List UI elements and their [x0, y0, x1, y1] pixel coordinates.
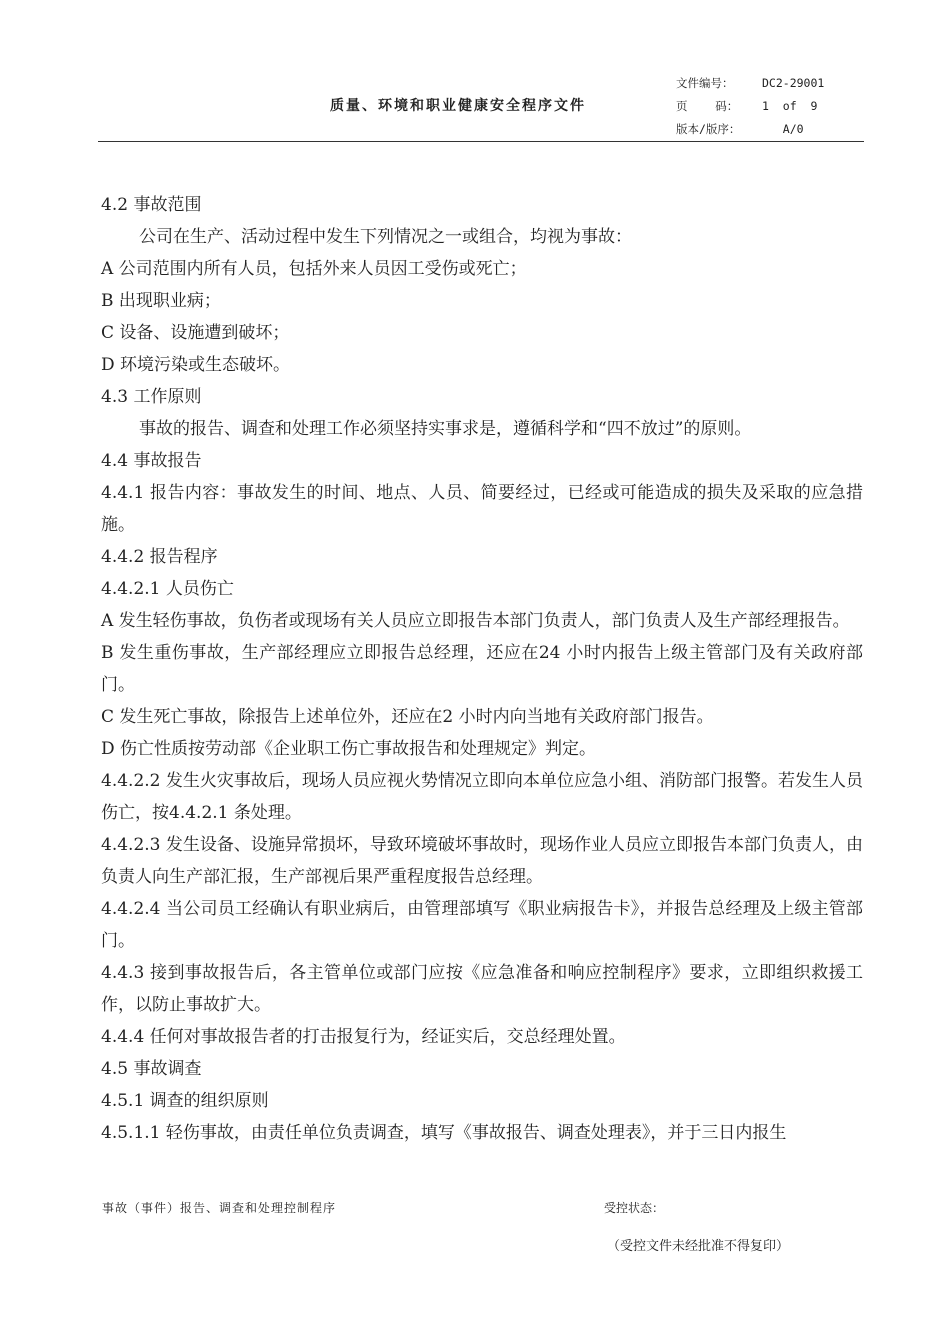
list-item: D 环境污染或生态破坏。: [101, 355, 291, 375]
footer-copy-notice: （受控文件未经批准不得复印）: [607, 1239, 790, 1254]
list-item: C 发生死亡事故，除报告上述单位外，还应在2 小时内向当地有关政府部门报告。: [101, 707, 714, 727]
list-item: A 发生轻伤事故，负伤者或现场有关人员应立即报告本部门负责人，部门负责人及生产部经理报告。: [101, 611, 850, 631]
paragraph: 4.4.3 接到事故报告后，各主管单位或部门应按《应急准备和响应控制程序》要求，立即组织救援工作，以防止事故扩大。: [101, 963, 863, 1015]
section-heading: 4.2 事故范围: [101, 195, 202, 215]
meta-value: A/0: [762, 122, 804, 136]
footer-document-name: 事故（事件）报告、调查和处理控制程序: [102, 1201, 337, 1215]
section-heading: 4.3 工作原则: [101, 387, 202, 407]
list-item: B 出现职业病；: [101, 291, 221, 311]
meta-version: [676, 118, 824, 141]
meta-label: 版本/版序：: [676, 122, 741, 136]
section-heading: 4.4.2 报告程序: [101, 547, 218, 567]
paragraph: 4.5.1.1 轻伤事故，由责任单位负责调查，填写《事故报告、调查处理表》，并于三日内报生: [101, 1123, 787, 1143]
section-heading: 4.4.2.1 人员伤亡: [101, 579, 234, 599]
footer-control-status: 受控状态：: [604, 1201, 665, 1215]
meta-page: [676, 95, 824, 118]
section-heading: 4.5.1 调查的组织原则: [101, 1091, 269, 1111]
document-body: [101, 189, 863, 1149]
section-heading: 4.5 事故调查: [101, 1059, 202, 1079]
meta-value: 1 of 9: [762, 99, 818, 113]
list-item: C 设备、设施遭到破坏；: [101, 323, 290, 343]
paragraph: 4.4.2.2 发生火灾事故后，现场人员应视火势情况立即向本单位应急小组、消防部门报警。若发生人员伤亡，按4.4.2.1 条处理。: [101, 771, 863, 823]
paragraph: 4.4.2.3 发生设备、设施异常损坏，导致环境破坏事故时，现场作业人员应立即报告本部门负责人，由负责人向生产部汇报，生产部视后果严重程度报告总经理。: [101, 835, 863, 887]
paragraph: 4.4.1 报告内容：事故发生的时间、地点、人员、简要经过，已经或可能造成的损失及采取的应急措施。: [101, 483, 863, 535]
meta-file-number: [676, 72, 824, 95]
header-divider: [98, 141, 864, 142]
meta-label: 文件编号：: [676, 76, 734, 90]
paragraph: 4.4.4 任何对事故报告者的打击报复行为，经证实后，交总经理处置。: [101, 1027, 626, 1047]
paragraph: 事故的报告、调查和处理工作必须坚持实事求是，遵循科学和“四不放过”的原则。: [139, 419, 752, 439]
meta-label: 页 码：: [676, 99, 739, 113]
paragraph: 公司在生产、活动过程中发生下列情况之一或组合，均视为事故：: [139, 227, 632, 247]
paragraph: 4.4.2.4 当公司员工经确认有职业病后，由管理部填写《职业病报告卡》，并报告总经理及上级主管部门。: [101, 899, 863, 951]
meta-value: DC2-29001: [762, 76, 825, 90]
document-meta: [676, 72, 824, 141]
document-title: 质量、环境和职业健康安全程序文件: [330, 98, 586, 114]
list-item: A 公司范围内所有人员，包括外来人员因工受伤或死亡；: [101, 259, 527, 279]
section-heading: 4.4 事故报告: [101, 451, 202, 471]
list-item: D 伤亡性质按劳动部《企业职工伤亡事故报告和处理规定》判定。: [101, 739, 597, 759]
list-item: B 发生重伤事故，生产部经理应立即报告总经理，还应在24 小时内报告上级主管部门及有关政府部门。: [101, 643, 863, 695]
